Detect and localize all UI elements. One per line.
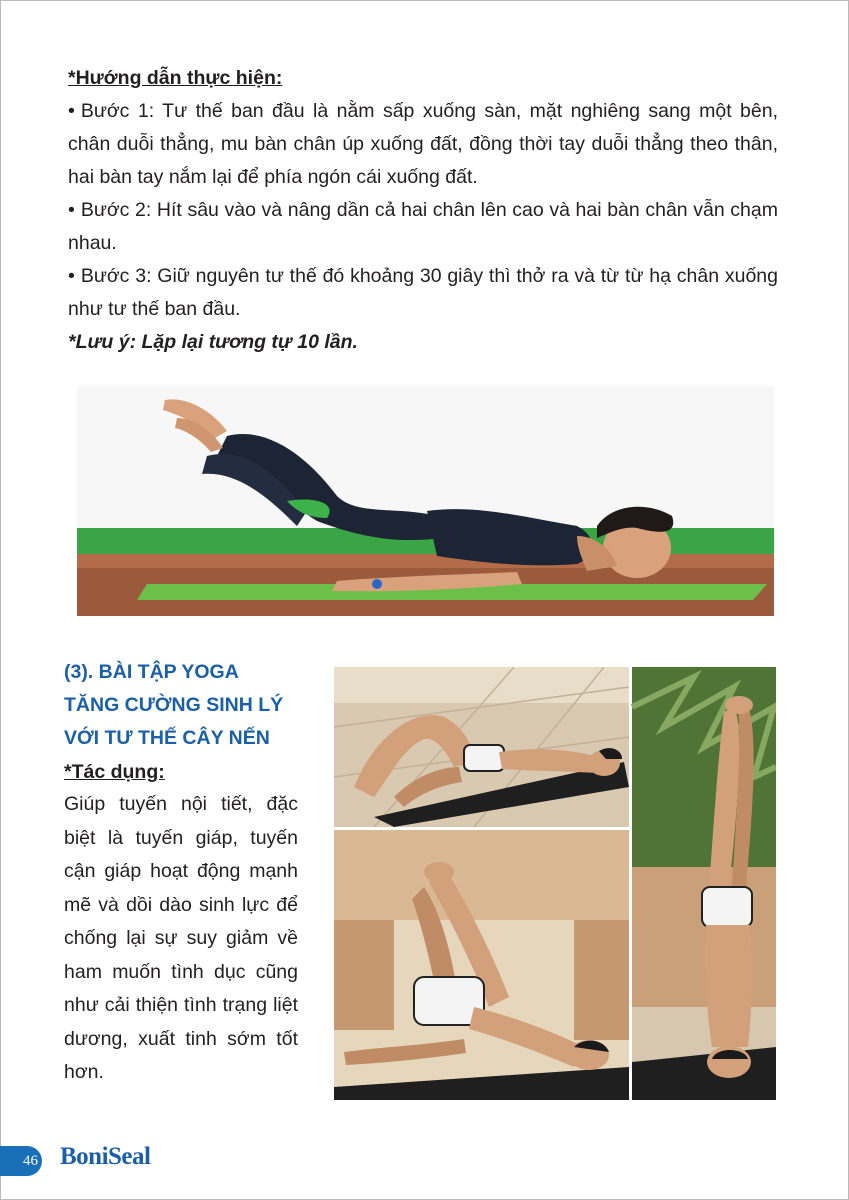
step-3	[68, 260, 778, 326]
candle-pose-step-3-photo	[632, 667, 776, 1100]
step-2	[68, 194, 778, 260]
locust-pose-photo	[77, 386, 774, 616]
bullet-icon: •	[68, 265, 75, 287]
effect-description: Giúp tuyến nội tiết, đặc biệt là tuyến giáp, tuyến cận giáp hoạt động mạnh mẽ và dồi dào sinh lực để chống lại sự suy giảm về ham muốn tình dục cũng như cải thiện tình trạng liệt dương, xuất tinh sớm tốt hơn.	[64, 793, 298, 1083]
candle-pose-step-1-photo	[334, 667, 629, 827]
candle-pose-step-2-photo	[334, 830, 629, 1100]
candle-pose-photo-collage	[334, 667, 776, 1100]
brand-logo: BoniSeal	[60, 1143, 151, 1170]
section-3-title-line-2: TĂNG CƯỜNG SINH LÝ	[64, 694, 284, 716]
bullet-icon: •	[68, 199, 75, 221]
page-number: 46	[0, 1146, 42, 1176]
instructions-block	[68, 62, 778, 359]
effect-heading: *Tác dụng:	[64, 761, 165, 783]
step-3-text: Bước 3: Giữ nguyên tư thế đó khoảng 30 giây thì thở ra và từ từ hạ chân xuống như tư thế ban đầu.	[68, 265, 778, 320]
step-1	[68, 95, 778, 194]
instructions-heading: *Hướng dẫn thực hiện:	[68, 67, 283, 89]
step-1-text: Bước 1: Tư thế ban đầu là nằm sấp xuống sàn, mặt nghiêng sang một bên, chân duỗi thẳng, mu bàn chân úp xuống đất, đồng thời tay duỗi thẳng theo thân, hai bàn tay nắm lại để phía ngón cái xuống đất.	[68, 100, 778, 188]
repeat-note: *Lưu ý: Lặp lại tương tự 10 lần.	[68, 331, 358, 353]
section-3-title-line-1: (3). BÀI TẬP YOGA	[64, 661, 239, 683]
section-3-title	[64, 656, 300, 755]
step-2-text: Bước 2: Hít sâu vào và nâng dần cả hai chân lên cao và hai bàn chân vẫn chạm nhau.	[68, 199, 778, 254]
bullet-icon: •	[68, 100, 75, 122]
section-3-title-line-3: VỚI TƯ THẾ CÂY NẾN	[64, 727, 270, 749]
